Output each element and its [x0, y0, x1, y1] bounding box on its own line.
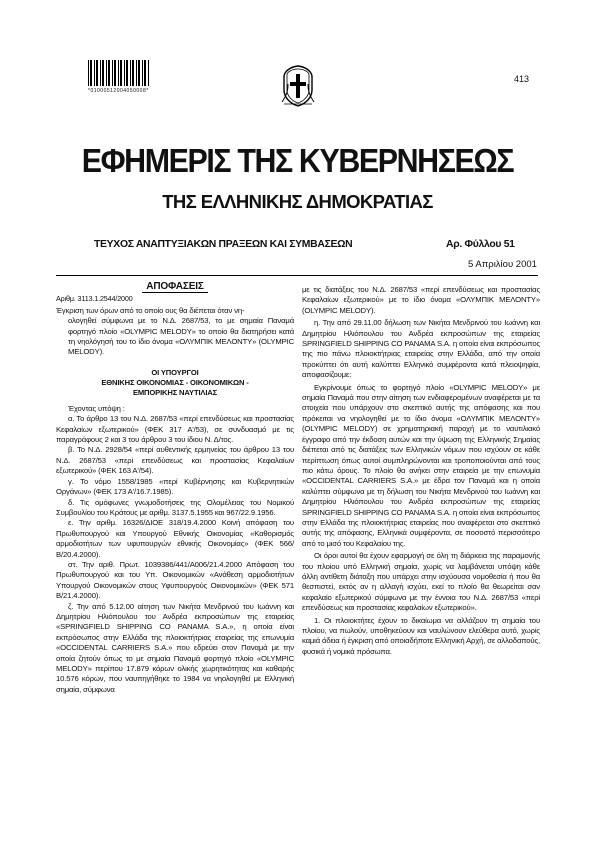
paragraph: β. Το Ν.Δ. 2928/54 «περί αυθεντικής ερμηνείας του άρθρου 13 του Ν.Δ. 2687/53 «περί επενδύσεως και προστασίας Κεφαλαίων εξωτερικού» (ΦΕΚ 163 Α'/54). — [56, 445, 294, 476]
gazette-title: ΕΦΗΜΕΡΙΣ ΤΗΣ ΚΥΒΕΡΝΗΣΕΩΣ — [81, 142, 514, 179]
section-heading: ΑΠΟΦΑΣΕΙΣ — [56, 282, 294, 292]
barcode — [88, 60, 150, 86]
decision-summary: ολογηθεί σύμφωνα με το Ν.Δ. 2687/53, το με σημαία Παναμά φορτηγό πλοίο «OLYMPIC MELODY» το οποίο θα διατηρήσει κατά τη νηολόγησή του το ίδιο όνομα «ΟΛΥΜΠΙΚ ΜΕΛΟΝΤΥ» (OLYMPIC MELODY). — [68, 316, 294, 357]
ministers-heading: ΟΙ ΥΠΟΥΡΓΟΙ ΕΘΝΙΚΗΣ ΟΙΚΟΝΟΜΙΑΣ - ΟΙΚΟΝΟΜΙΚΩΝ - ΕΜΠΟΡΙΚΗΣ ΝΑΥΤΙΛΙΑΣ — [101, 367, 249, 397]
header-divider — [56, 275, 538, 276]
paragraph: γ. Το νόμο 1558/1985 «περί Κυβέρνησης και Κυβερνητικών Οργάνων» (ΦΕΚ 173 Α'/16.7.1985). — [56, 476, 294, 497]
paragraph: Έχοντας υπόψη : — [68, 403, 125, 413]
greek-coat-of-arms-icon — [280, 62, 316, 108]
paragraph: ζ. Την από 5.12.00 αίτηση των Νικήτα Μενδρινού του Ιωάννη και Δημητρίου Ηλιόπουλου του Ανδρέα εκπροσώπων της εταιρείας «SPRINGFIELD SHIPPING CO PANAMA S.A.», η οποία είναι εκπρόσωπος στην Ελλάδα της πλοιοκτήτριας εταιρείας της επωνυμία «OCCIDENTAL CARRIERS S.A.» που εδρεύει στον Παναμά με την οποία ζητούν όπως το με σημαία Παναμά φορτηγό πλοίο «OLYMPIC MELODY» περίπου 17.879 κόρων ολικής χωρητικότητας και καθαρής 10.576 κόρων, που ναυπηγήθηκε το 1984 να νηολογηθεί με Ελληνική σημαία, σύμφωνα — [56, 601, 294, 694]
paragraph: η. Την από 29.11.00 δήλωση των Νικήτα Μενδρινού του Ιωάννη και Δημητρίου Ηλιόπουλου του Ανδρέα εκπροσώπων της εταιρείας SPRINGFIELD SHIPPING CO PANAMA S.A. η οποία είναι εκπρόσωπος της πιο πάνω πλοιοκτήτριας εταιρείας στην Ελλάδα, από την οποία προκύπτει ότι αυτή καλύπτει Ελληνικό συμφέροντα κατά πλειοψηφία, αποφασίζουμε: — [302, 318, 540, 380]
gazette-subtitle: ΤΗΣ ΕΛΛΗΝΙΚΗΣ ΔΗΜΟΚΡΑΤΙΑΣ — [162, 191, 433, 212]
paragraph: Εγκρίνουμε όπως το φορτηγό πλοίο «OLYMPIC MELODY» με σημαία Παναμά που στην αίτηση των ενδιαφερομένων αναφέρεται με τα στοιχεία που υπάρχουν στο σκεπτικό αυτής της απόφασης και που πρόκειται να νηολογηθεί με το ίδιο όνομα «ΟΛΥΜΠΙΚ ΜΕΛΟΝΤΥ» (OLYMPIC MELODY) σε χρηματηριακή παροχή με το ναυτιλιακό έγγραφο από την έκδοση αυτών και την ύψωση της Ελληνικής Σημαίας διέπεται από τις διατάξεις των Ελληνικών νόμων που ισχύουν σε κάθε περίπτωση όπως αυτοί συμπληρώνονται και τροποποιούνται από τους πιο κάτω όρους. Το πλοίο θα ανήκει στην εταιρεία με την επωνυμία «OCCIDENTAL CARRIERS S.A.» με έδρα τον Παναμά και η οποία καλύπτει σύμφωνα με τη δήλωση του Νικήτα Μενδρινού του Ιωάννη και Δημητρίου Ηλιόπουλου του Ανδρέα εκπροσώπων της εταιρείας SPRINGFIELD SHIPPING CO PANAMA S.A. η οποία είναι εκπρόσωπος στην Ελλάδα της πλοιοκτήτριας εταιρείας που αναφέρεται στο σκεπτικό αυτής της απόφασης, Ελληνικά συμφέροντα, σε ποσοστό περισσότερο από το μισό του Κεφαλαίου της. — [302, 382, 540, 548]
left-column — [56, 282, 294, 695]
paragraph: στ. Την αριθ. Πρωτ. 1039386/441/Α006/21.4.2000 Απόφαση του Πρωθυπουργού και του Υπ. Οικονομικών «Ανάθεση αρμοδιοτήτων Υπουργού Οικονομικών στους Υφυπουργούς Οικονομικών» (ΦΕΚ 571 Β/21.4.2000). — [56, 559, 294, 601]
series-label: ΤΕΥΧΟΣ ΑΝΑΠΤΥΞΙΑΚΩΝ ΠΡΑΞΕΩΝ ΚΑΙ ΣΥΜΒΑΣΕΩΝ — [94, 239, 353, 250]
paragraph: α. Το άρθρο 13 του Ν.Δ. 2687/53 «περί επενδύσεως και προστασίας Κεφαλαίων εξωτερικού» (ΦΕΚ 317 Α'/53), σε συνδυασμό με τις παραγράφους 2 και 3 του άρθρου 3 του ίδιου Ν. Δ/τος. — [56, 414, 294, 445]
barcode-number: *01000512004050008* — [88, 88, 149, 94]
decision-number: Αριθμ. 3113.1.2544/2000 — [56, 294, 133, 304]
paragraph: δ. Τις ομόφωνες γνωμοδοτήσεις της Ολομέλειας του Νομικού Συμβουλίου του Κράτους με αριθμ. 3137.5.1955 και 967/22.9.1956. — [56, 497, 294, 517]
paragraph: με τις διατάξεις του Ν.Δ. 2687/53 «περί επενδύσεως και προστασίας Κεφαλαίων εξωτερικού» με το ίδιο όνομα «ΟΛΥΜΠΙΚ ΜΕΛΟΝΤΥ» (OLYMPIC MELODY). — [302, 285, 540, 315]
paragraph: ε. Την αριθμ. 16326/ΔΙΟΕ 318/19.4.2000 Κοινή απόφαση του Πρωθυπουργού και Υπουργού Εθνικής Οικονομίας «Καθορισμός αρμοδιοτήτων των υφυπουργών εθνικής Οικονομίας» (ΦΕΚ 566/Β/20.4.2000). — [56, 518, 294, 559]
paragraph: 1. Οι πλοιοκτήτες έχουν το δικαίωμα να αλλάζουν τη σημαία του πλοίου, να πωλούν, υποθηκεύουν και ναυλώνουν ελεύθερα αυτό, χωρίς καμιά άδεια ή έγκριση από οποιαδήποτε Ελληνική Αρχή, σε αλλοδαπούς, φυσικά ή νομικά πρόσωπα. — [302, 615, 540, 656]
right-column — [302, 285, 540, 657]
page-number: 413 — [514, 74, 530, 84]
sheet-number: Αρ. Φύλλου 51 — [446, 239, 515, 250]
paragraph: Οι όροι αυτοί θα έχουν εφαρμογή σε όλη τη διάρκεια της παραμονής του πλοίου υπό Ελληνική σημαία, χωρίς να λαμβάνεται υπόψη κάθε άλλη αντίθετη διάταξη που υπάρχει στην ισχύουσα νομοθεσία ή που θα θεσπιστεί, εκτός αν η αλλαγή ισχύει, εκεί το πλοίο θα θεωρείται σαν κεφαλαίο εξωτερικού σύμφωνα με την έννοια του Ν.Δ. 2687/53 «περί επενδύσεως και προστασίας κεφαλαίων εξωτερικού». — [302, 551, 540, 613]
issue-date: 5 Απριλίου 2001 — [468, 259, 537, 270]
decision-summary-line1: Έγκριση των όρων από το οποίο ους θα διέπεται όταν νη- — [56, 305, 245, 315]
